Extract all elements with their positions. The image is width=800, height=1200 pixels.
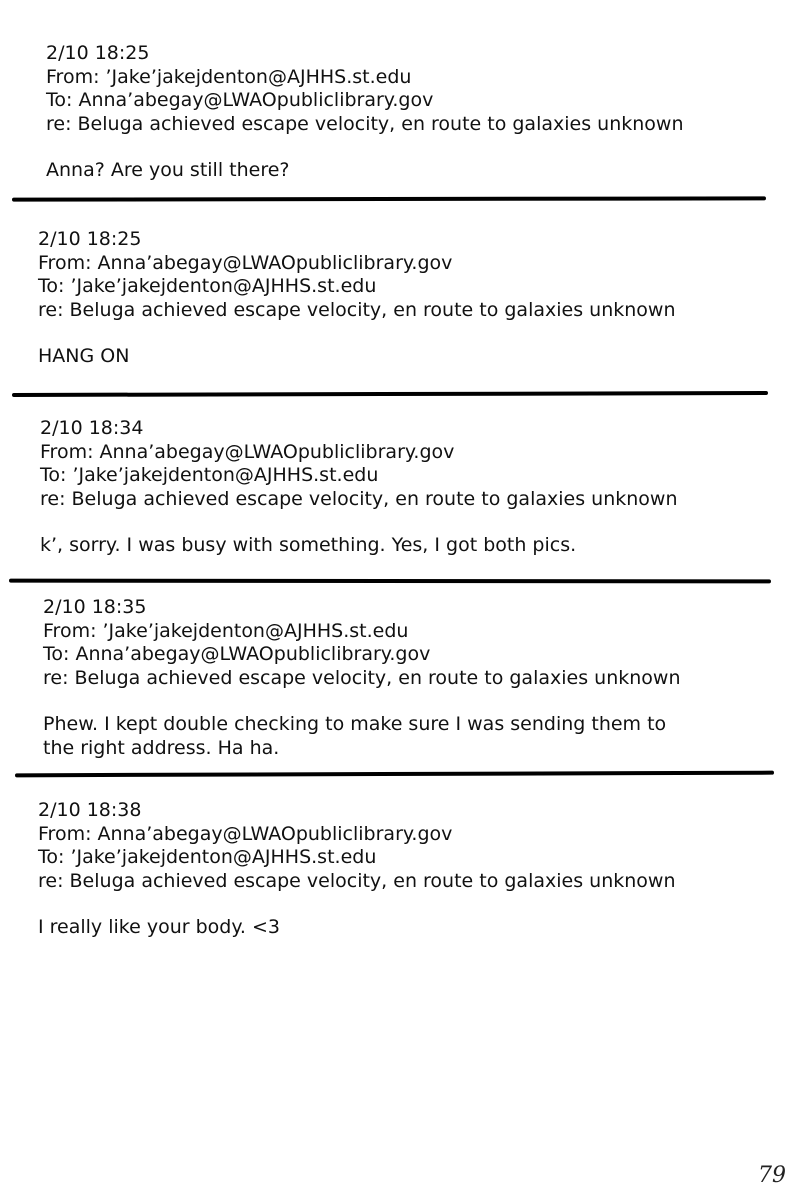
message-divider [12,391,768,397]
message-timestamp: 2/10 18:25 [38,228,142,250]
message-body-line: Phew. I kept double checking to make sure I was sending them to [43,713,667,735]
email-message [38,228,675,369]
message-from: From: Anna’abegay@LWAOpubliclibrary.gov [40,440,455,463]
email-message [40,417,677,558]
message-timestamp: 2/10 18:38 [38,799,142,821]
message-body [40,534,677,558]
message-divider [12,196,766,201]
message-body-line: Anna? Are you still there? [46,159,290,181]
message-body [38,916,675,940]
message-from: From: ’Jake’jakejdenton@AJHHS.st.edu [46,65,412,88]
message-to: To: ’Jake’jakejdenton@AJHHS.st.edu [38,846,377,868]
message-to: To: ’Jake’jakejdenton@AJHHS.st.edu [38,275,377,297]
message-timestamp: 2/10 18:25 [46,42,150,64]
message-timestamp: 2/10 18:34 [40,417,144,439]
message-timestamp: 2/10 18:35 [43,596,147,618]
message-from: From: Anna’abegay@LWAOpubliclibrary.gov [38,822,453,845]
message-subject: re: Beluga achieved escape velocity, en route to galaxies unknown [43,666,681,689]
email-message [43,596,680,760]
message-body [38,345,675,369]
message-subject: re: Beluga achieved escape velocity, en route to galaxies unknown [38,298,676,321]
email-message [46,42,683,183]
message-subject: re: Beluga achieved escape velocity, en route to galaxies unknown [46,112,684,135]
message-body [43,713,680,760]
message-to: To: Anna’abegay@LWAOpubliclibrary.gov [46,89,434,111]
message-body-line: k’, sorry. I was busy with something. Yes, I got both pics. [40,534,577,556]
message-body-line: HANG ON [38,345,130,367]
message-from: From: Anna’abegay@LWAOpubliclibrary.gov [38,251,453,274]
email-message [38,799,675,940]
message-to: To: ’Jake’jakejdenton@AJHHS.st.edu [40,464,379,486]
message-body [46,159,683,183]
message-divider [9,579,771,584]
message-divider [15,771,774,778]
message-subject: re: Beluga achieved escape velocity, en route to galaxies unknown [38,869,676,892]
message-body-line: I really like your body. <3 [38,916,280,938]
page-number: 79 [758,1163,786,1188]
message-subject: re: Beluga achieved escape velocity, en route to galaxies unknown [40,487,678,510]
message-from: From: ’Jake’jakejdenton@AJHHS.st.edu [43,619,409,642]
message-body-line: the right address. Ha ha. [43,736,280,759]
message-to: To: Anna’abegay@LWAOpubliclibrary.gov [43,643,431,665]
